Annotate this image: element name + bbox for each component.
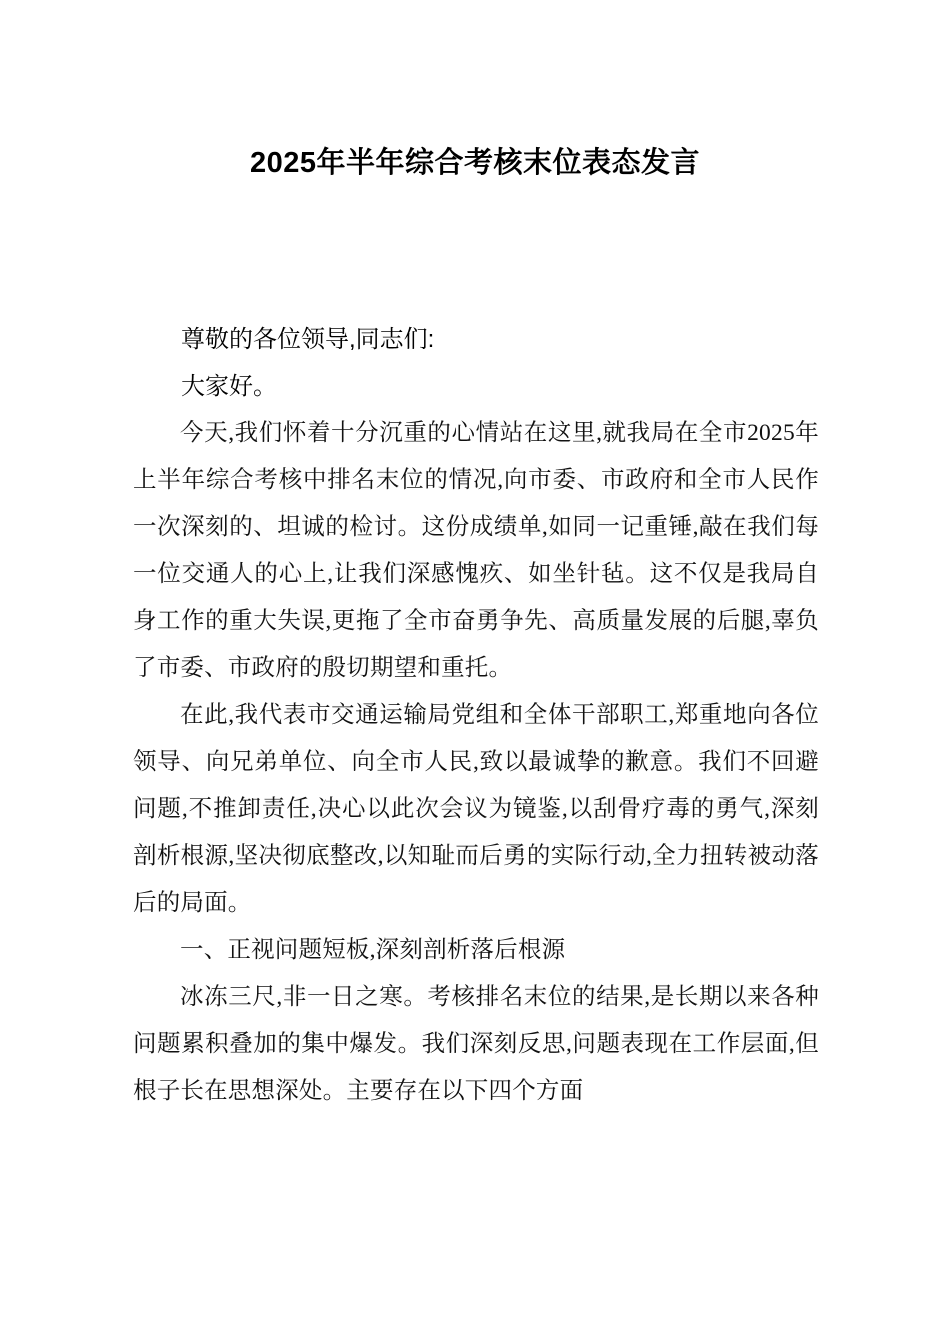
section-heading-1: 一、正视问题短板,深刻剖析落后根源 bbox=[180, 937, 566, 963]
document-body bbox=[133, 316, 819, 1115]
salutation-line-2: 大家好。 bbox=[181, 373, 277, 400]
body-paragraph-1: 今天,我们怀着十分沉重的心情站在这里,就我局在全市2025年上半年综合考核中排名末位的情况,向市委、市政府和全市人民作一次深刻的、坦诚的检讨。这份成绩单,如同一记重锤,敲在我们每一位交通人的心上,让我们深感愧疚、如坐针毡。这不仅是我局自身工作的重大失误,更拖了全市奋勇争先、高质量发展的后腿,辜负了市委、市政府的殷切期望和重托。 bbox=[133, 420, 819, 681]
section-paragraph-1: 冰冻三尺,非一日之寒。考核排名末位的结果,是长期以来各种问题累积叠加的集中爆发。我们深刻反思,问题表现在工作层面,但根子长在思想深处。主要存在以下四个方面 bbox=[133, 984, 819, 1104]
body-paragraph-2: 在此,我代表市交通运输局党组和全体干部职工,郑重地向各位领导、向兄弟单位、向全市人民,致以最诚挚的歉意。我们不回避问题,不推卸责任,决心以此次会议为镜鉴,以刮骨疗毒的勇气,深刻剖析根源,坚决彻底整改,以知耻而后勇的实际行动,全力扭转被动落后的局面。 bbox=[133, 702, 819, 916]
page-title: 2025年半年综合考核末位表态发言 bbox=[249, 147, 700, 179]
salutation-line-1: 尊敬的各位领导,同志们: bbox=[181, 326, 435, 353]
